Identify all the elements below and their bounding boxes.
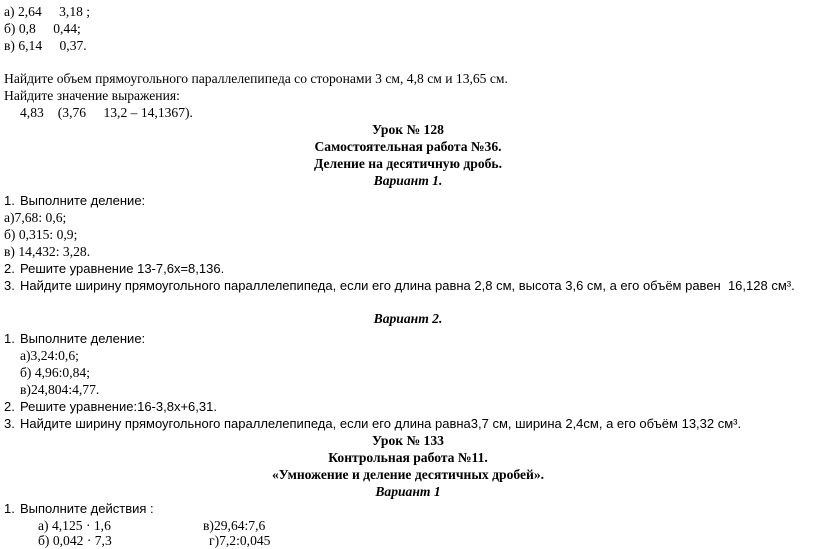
v2-task-1-number: 1. [4, 331, 15, 346]
v2-task-3: Найдите ширину прямоугольного параллелепипеда, если его длина равна3,7 см, ширина 2,4см, а его объём 13,32 см³. [20, 416, 742, 431]
k-task-1: Выполните действия : [20, 501, 154, 516]
k-task-1b: б) 0,042 · 7,3 [38, 533, 112, 548]
v1-task-3-number: 3. [4, 278, 15, 293]
v2-task-2: Решите уравнение:16-3,8х+6,31. [20, 399, 217, 414]
v1-task-3: Найдите ширину прямоугольного параллелепипеда, если его длина равна 2,8 см, высота 3,6 см, а его объём равен 16,128 см³. [20, 278, 795, 293]
v1-task-2-number: 2. [4, 261, 15, 276]
k-task-1v: в)29,64:7,6 [203, 518, 266, 533]
lesson-133-title: Урок № 133 [372, 433, 444, 448]
lesson-133-subtitle: Контрольная работа №11. [328, 450, 488, 465]
exercise-v: в) 6,14 0,37. [4, 38, 80, 53]
v2-task-2-number: 2. [4, 399, 15, 414]
lesson-133-variant-1-heading: Вариант 1 [375, 484, 441, 499]
exercise-a: а) 2,64 3,18 ; [4, 4, 83, 19]
lesson-128-subtitle: Самостоятельная работа №36. [314, 139, 502, 154]
expression: 4,83 (3,76 13,2 – 14,1367). [20, 105, 179, 120]
v2-task-1b: б) 4,96:0,84; [20, 365, 90, 380]
v1-task-1a: а)7,68: 0,6; [4, 210, 67, 225]
v2-task-1: Выполните деление: [20, 331, 146, 346]
v1-task-1b: б) 0,315: 0,9; [4, 227, 78, 242]
k-task-1-number: 1. [4, 501, 15, 516]
k-task-1g: г)7,2:0,045 [209, 533, 271, 548]
lesson-128-title: Урок № 128 [372, 122, 444, 137]
lesson-133-topic: «Умножение и деление десятичных дробей». [271, 467, 545, 482]
v1-task-1: Выполните деление: [20, 193, 146, 208]
v1-task-1v: в) 14,432: 3,28. [4, 244, 91, 259]
volume-task: Найдите объем прямоугольного параллелепипеда со сторонами 3 см, 4,8 см и 13,65 см. [4, 71, 508, 86]
v2-task-1a: а)3,24:0,6; [20, 348, 79, 363]
exercise-b: б) 0,8 0,44; [4, 21, 74, 36]
k-task-1a: а) 4,125 · 1,6 [38, 518, 111, 533]
expression-task: Найдите значение выражения: [4, 88, 180, 103]
v1-task-2: Решите уравнение 13-7,6х=8,136. [20, 261, 225, 276]
lesson-128-variant-2-heading: Вариант 2. [373, 311, 443, 326]
lesson-128-topic: Деление на десятичную дробь. [313, 156, 502, 171]
v2-task-1v: в)24,804:4,77. [20, 382, 100, 397]
v2-task-3-number: 3. [4, 416, 15, 431]
lesson-128-variant-1-heading: Вариант 1. [373, 173, 443, 188]
v1-task-1-number: 1. [4, 193, 15, 208]
